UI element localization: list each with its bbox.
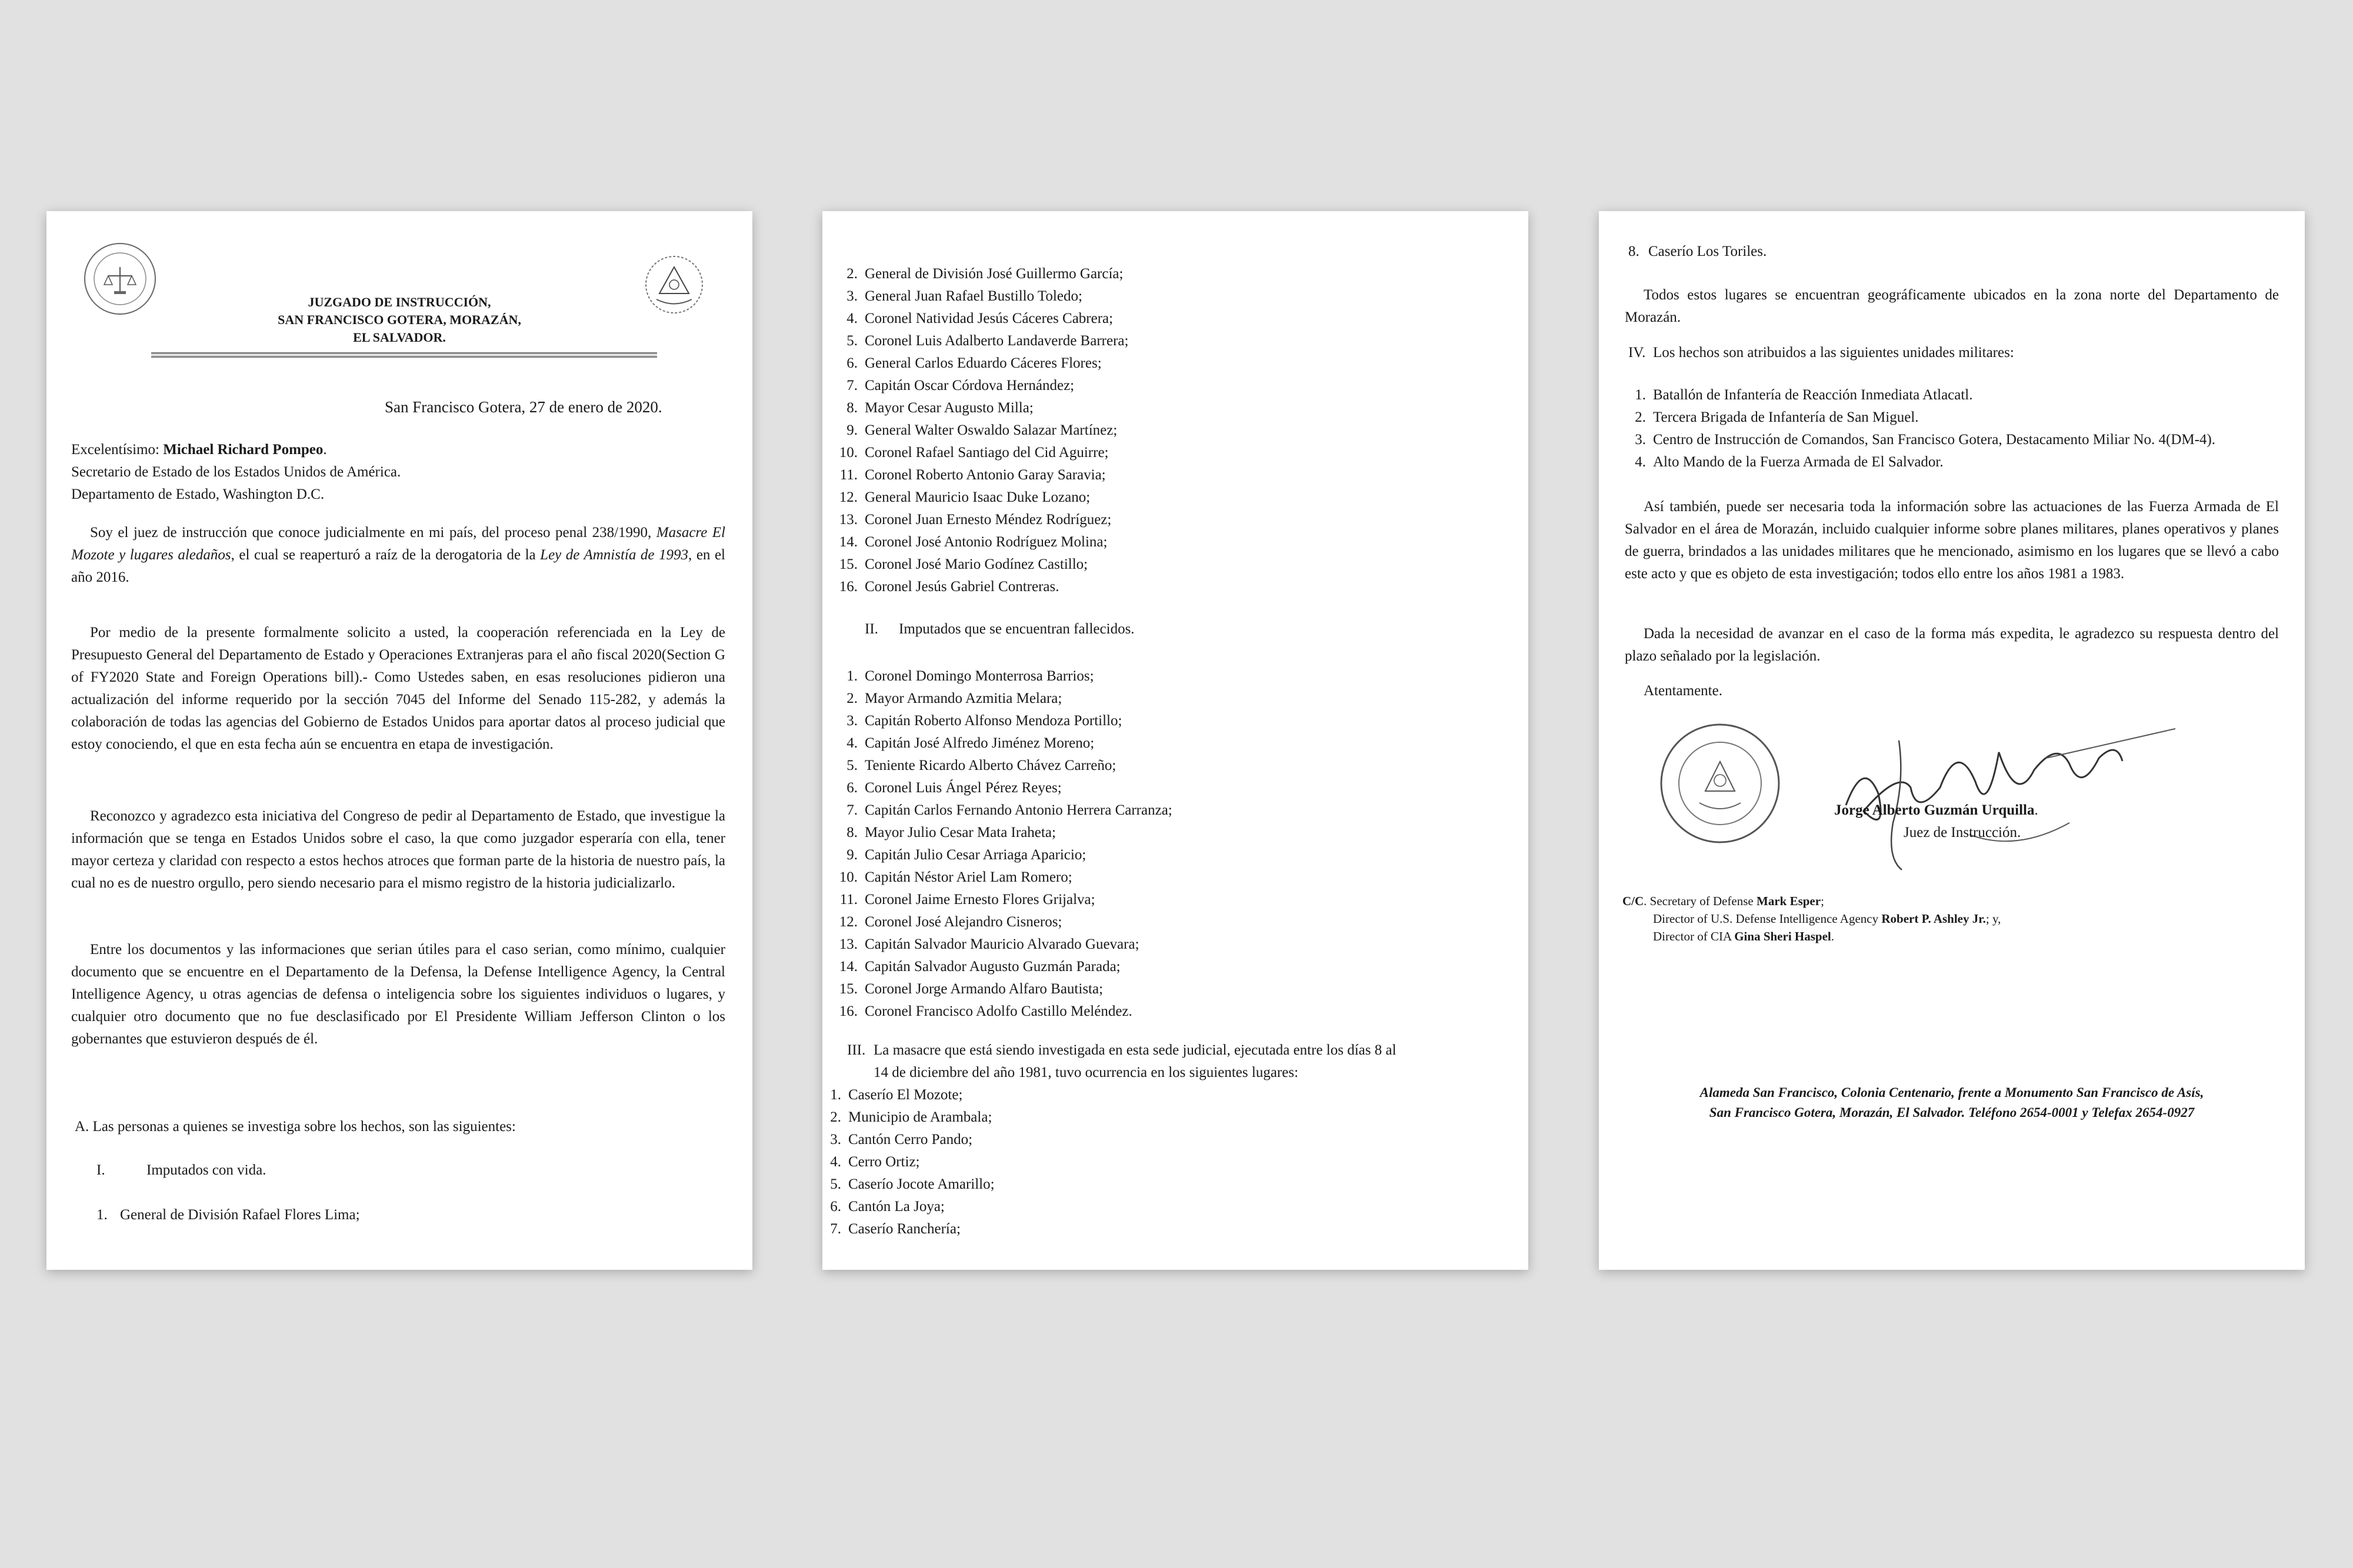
list-item (834, 755, 1172, 777)
list-item-text: Capitán José Alfredo Jiménez Moreno; (865, 735, 1095, 751)
list-item-text: Cantón La Joya; (848, 1199, 945, 1215)
list-item (834, 732, 1172, 755)
list-item-num: 8. (846, 825, 858, 840)
military-units-list (1622, 384, 2279, 473)
list-item-num: 13. (839, 512, 858, 528)
list-item-text: Coronel José Antonio Rodríguez Molina; (865, 534, 1108, 550)
list-item-num: 5. (846, 333, 858, 349)
list-item-num: 2. (830, 1109, 841, 1125)
list-item (834, 330, 1128, 352)
list-item-num: 1. (96, 1207, 108, 1223)
list-item-text: Mayor Armando Azmitia Melara; (865, 690, 1062, 706)
list-item-text: Caserío El Mozote; (848, 1087, 963, 1103)
list-item-text: Mayor Julio Cesar Mata Iraheta; (865, 825, 1056, 840)
list-item-num: 11. (839, 892, 858, 908)
list-item-num: 2. (846, 266, 858, 282)
list-item-num: 9. (846, 422, 858, 438)
list-item (834, 263, 1128, 285)
footer-address (1611, 1083, 2293, 1123)
list-item-text: General Mauricio Isaac Duke Lozano; (865, 489, 1091, 505)
list-item (834, 978, 1172, 1000)
list-item-num: 12. (839, 489, 858, 505)
paragraph-acknowledge: Reconozco y agradezco esta iniciativa del Congreso de pedir al Departamento de Estado, que investigue la información que se tenga en Estados Unidos sobre el caso, la que como juzgador esperaría con ella, tener mayor certeza y claridad con respecto a estos hechos atroces que forman parte de la historia de nuestro país, la cual no es de nuestro orgullo, pero siendo necesario para el mismo registro de la historia judicializarlo. (71, 808, 725, 891)
footer-line2: San Francisco Gotera, Morazán, El Salvador. Teléfono 2654-0001 y Telefax 2654-0927 (1709, 1105, 2195, 1120)
list-item (822, 1084, 995, 1106)
addressee-block (71, 439, 730, 506)
subsection-i-num: I. (96, 1162, 105, 1178)
list-item (1622, 384, 2279, 406)
letter-page-2 (822, 211, 1528, 1270)
list-item (834, 509, 1128, 531)
list-item-text: Coronel Luis Adalberto Landaverde Barrera; (865, 333, 1129, 349)
court-name-line3: EL SALVADOR. (353, 330, 446, 345)
place-date: San Francisco Gotera, 27 de enero de 2020. (385, 398, 662, 416)
list-item-num: 3. (846, 713, 858, 729)
list-item-num: 4. (846, 735, 858, 751)
court-name-line2: SAN FRANCISCO GOTERA, MORAZÁN, (278, 312, 521, 327)
list-item (834, 576, 1128, 598)
list-item-num: 6. (846, 780, 858, 796)
list-item-text: Capitán Néstor Ariel Lam Romero; (865, 869, 1072, 885)
list-item (834, 889, 1172, 911)
list-item (834, 375, 1128, 397)
court-header (211, 293, 588, 346)
list-item-num: 11. (839, 467, 858, 483)
list-item-text: General de División José Guillermo García; (865, 266, 1124, 282)
list-item-text: Batallón de Infantería de Reacción Inmediata Atlacatl. (1653, 387, 1973, 403)
list-item-text: Coronel Luis Ángel Pérez Reyes; (865, 780, 1062, 796)
subsection-ii (865, 618, 1135, 640)
subsection-iv (1628, 342, 2014, 364)
letter-page-1 (46, 211, 752, 1270)
list-item (834, 665, 1172, 688)
list-item-text: Coronel Natividad Jesús Cáceres Cabrera; (865, 311, 1114, 326)
list-item-num: 5. (830, 1176, 841, 1192)
cc-line3-c: . (1831, 929, 1834, 943)
list-item-text: General Walter Oswaldo Salazar Martínez; (865, 422, 1118, 438)
deceased-defendants-list (834, 665, 1172, 1023)
list-item (822, 1196, 995, 1218)
list-item (96, 1204, 360, 1226)
subsection-iv-num: IV. (1628, 345, 1646, 361)
list-item-num: 10. (839, 869, 858, 885)
list-item-num: 16. (839, 1003, 858, 1019)
list-item-num: 7. (846, 378, 858, 393)
addressee-suffix: . (323, 442, 327, 458)
list-item-num: 15. (839, 556, 858, 572)
list-item-num: 8. (846, 400, 858, 416)
list-item-num: 6. (830, 1199, 841, 1215)
section-a-heading: A. Las personas a quienes se investiga sobre los hechos, son las siguientes: (75, 1119, 516, 1135)
list-item (1622, 406, 2279, 429)
list-item (822, 1151, 995, 1173)
list-item-text: Capitán Salvador Augusto Guzmán Parada; (865, 959, 1121, 975)
paragraph-geography: Todos estos lugares se encuentran geográficamente ubicados en la zona norte del Departamento de Morazán. (1625, 287, 2279, 325)
p1-e: , en el año 2016. (71, 547, 726, 585)
paragraph-request: Por medio de la presente formalmente solicito a usted, la cooperación referenciada en la Ley de Presupuesto General del Departamento de Estado y Operaciones Extranjeras para el año fiscal 2020(Section G of FY2020 State and Foreign Operations bill).- Como Ustedes saben, en esas resoluciones pidieron una actualización del informe requerido por la sección 7045 del Informe del Senado 115-282, y además la colaboración de todas las agencias del Gobierno de Estados Unidos para aportar datos al proceso judicial que estoy conociendo, el que en esta fecha aún se encuentra en etapa de investigación. (71, 625, 725, 752)
closing: Atentamente. (1644, 683, 1722, 699)
cc-line1-a: . Secretary of Defense (1644, 894, 1757, 908)
addressee-title: Secretario de Estado de los Estados Unidos de América. (71, 464, 401, 480)
list-item-num: 14. (839, 959, 858, 975)
list-item-num: 16. (839, 579, 858, 595)
list-item-num: 7. (830, 1221, 841, 1237)
list-item-text: General de División Rafael Flores Lima; (120, 1207, 360, 1223)
signer-name: Jorge Alberto Guzmán Urquilla (1834, 802, 2035, 818)
list-item-text: General Carlos Eduardo Cáceres Flores; (865, 355, 1102, 371)
list-item-text: Teniente Ricardo Alberto Chávez Carreño; (865, 758, 1116, 773)
cc-line2-c: ; y, (1985, 912, 2001, 926)
list-item-num: 2. (1635, 409, 1646, 425)
list-item-num: 4. (846, 311, 858, 326)
list-item-num: 2. (846, 690, 858, 706)
subsection-iii-line1: La masacre que está siendo investigada en esta sede judicial, ejecutada entre los días 8 al (874, 1042, 1397, 1058)
list-item-text: Coronel Francisco Adolfo Castillo Meléndez. (865, 1003, 1132, 1019)
cc-line3-name: Gina Sheri Haspel (1734, 929, 1831, 943)
list-item-num: 3. (1635, 432, 1646, 448)
list-item (834, 777, 1172, 799)
list-item-text: Municipio de Arambala; (848, 1109, 992, 1125)
list-item-num: 1. (1635, 387, 1646, 403)
cc-line1-name: Mark Esper (1757, 894, 1821, 908)
list-item (822, 1106, 995, 1129)
paragraph-intro (71, 522, 725, 589)
list-item (834, 442, 1128, 464)
list-item (834, 911, 1172, 933)
p1-law-name: Ley de Amnistía de 1993 (540, 547, 689, 563)
letter-page-3 (1599, 211, 2305, 1270)
list-item-text: Capitán Carlos Fernando Antonio Herrera Carranza; (865, 802, 1172, 818)
cc-block (1622, 892, 2281, 945)
list-item (834, 531, 1128, 553)
cc-label: C/C (1622, 894, 1644, 908)
list-item-num: 3. (846, 288, 858, 304)
list-item (834, 464, 1128, 486)
list-item-text: Coronel José Mario Godínez Castillo; (865, 556, 1088, 572)
list-item-text: Cerro Ortiz; (848, 1154, 920, 1170)
subsection-iii-line2: 14 de diciembre del año 1981, tuvo ocurrencia en los siguientes lugares: (874, 1065, 1299, 1080)
court-seal-icon (82, 241, 158, 317)
cc-line1-c: ; (1821, 894, 1824, 908)
list-item (834, 419, 1128, 442)
p1-c: , el cual se reaperturó a raíz de la derogatoria de la (231, 547, 541, 563)
list-item-num: 1. (846, 668, 858, 684)
list-item (1622, 429, 2279, 451)
list-item-text: Capitán Salvador Mauricio Alvarado Guevara; (865, 936, 1139, 952)
list-item (834, 710, 1172, 732)
p1-case-name: Masacre El Mozote y lugares aledaños (71, 525, 726, 563)
signature-block (1834, 799, 2038, 844)
subsection-ii-text: Imputados que se encuentran fallecidos. (899, 621, 1135, 637)
list-item-num: 5. (846, 758, 858, 773)
subsection-iii-num: III. (847, 1042, 866, 1058)
list-item-text: Coronel Jaime Ernesto Flores Grijalva; (865, 892, 1095, 908)
list-item (822, 1218, 995, 1240)
list-item (834, 866, 1172, 889)
paragraph-documents: Entre los documentos y las informaciones que serian útiles para el caso serian, como mínimo, cualquier documento que se encuentre en el Departamento de la Defensa, la Defense Intelligence Agency, la Central Intelligence Agency, u otras agencias de defensa o inteligencia sobre los siguientes individuos o lugares, y cualquier otro documento que no fue desclasificado por El Presidente William Jefferson Clinton o los gobernantes que estuvieron después de él. (71, 942, 725, 1047)
list-item (834, 553, 1128, 576)
list-item (834, 844, 1172, 866)
list-item-num: 4. (830, 1154, 841, 1170)
place-item-8 (1628, 241, 1767, 263)
footer-line1: Alameda San Francisco, Colonia Centenario, frente a Monumento San Francisco de Asís, (1699, 1085, 2204, 1100)
list-item (834, 688, 1172, 710)
list-item-text: Coronel Juan Ernesto Méndez Rodríguez; (865, 512, 1112, 528)
list-item-text: Coronel Jorge Armando Alfaro Bautista; (865, 981, 1104, 997)
place-item-8-text: Caserío Los Toriles. (1648, 243, 1767, 259)
list-item-text: Tercera Brigada de Infantería de San Miguel. (1653, 409, 1919, 425)
place-item-8-num: 8. (1628, 243, 1639, 259)
list-item-text: Capitán Julio Cesar Arriaga Aparicio; (865, 847, 1086, 863)
list-item (834, 822, 1172, 844)
subsection-iii (847, 1039, 1512, 1084)
list-item (834, 352, 1128, 375)
list-item-text: Alto Mando de la Fuerza Armada de El Salvador. (1653, 454, 1944, 470)
list-item-num: 1. (830, 1087, 841, 1103)
list-item-num: 13. (839, 936, 858, 952)
list-item (834, 486, 1128, 509)
places-list (822, 1084, 995, 1240)
subsection-i (96, 1159, 266, 1182)
list-item-text: Centro de Instrucción de Comandos, San Francisco Gotera, Destacamento Miliar No. 4(DM-4). (1653, 432, 2216, 448)
list-item-text: Coronel Roberto Antonio Garay Saravia; (865, 467, 1106, 483)
list-item (822, 1129, 995, 1151)
coat-of-arms-icon (642, 252, 706, 317)
list-item-num: 6. (846, 355, 858, 371)
official-stamp-icon (1655, 720, 1785, 847)
paragraph-information: Así también, puede ser necesaria toda la información sobre las actuaciones de las Fuerza Armada de El Salvador en el área de Morazán, incluido cualquier informe sobre planes militares, planes operativos y planes de guerra, brindados a las unidades militares que he mencionado, asimismo en los lugares que se llevó a cabo este acto y que es objeto de esta investigación; todos ello entre los años 1981 a 1983. (1625, 499, 2279, 582)
paragraph-request-response: Dada la necesidad de avanzar en el caso de la forma más expedita, le agradezco su respuesta dentro del plazo señalado por la legislación. (1625, 626, 2279, 664)
subsection-i-text: Imputados con vida. (146, 1162, 266, 1178)
cc-line2-name: Robert P. Ashley Jr. (1881, 912, 1986, 926)
list-item-num: 7. (846, 802, 858, 818)
addressee-prefix: Excelentísimo: (71, 442, 164, 458)
list-item (822, 1173, 995, 1196)
list-item-text: Capitán Roberto Alfonso Mendoza Portillo; (865, 713, 1122, 729)
signer-title: Juez de Instrucción. (1904, 825, 2021, 840)
list-item-num: 14. (839, 534, 858, 550)
list-item-num: 15. (839, 981, 858, 997)
court-name-line1: JUZGADO DE INSTRUCCIÓN, (308, 295, 491, 309)
signer-suffix: . (2034, 802, 2038, 818)
list-item-num: 9. (846, 847, 858, 863)
list-item-text: Coronel José Alejandro Cisneros; (865, 914, 1062, 930)
list-item-text: Capitán Oscar Córdova Hernández; (865, 378, 1075, 393)
list-item-text: Caserío Jocote Amarillo; (848, 1176, 995, 1192)
list-item-text: Cantón Cerro Pando; (848, 1132, 973, 1147)
addressee-department: Departamento de Estado, Washington D.C. (71, 486, 325, 502)
list-item (834, 308, 1128, 330)
list-item-num: 3. (830, 1132, 841, 1147)
list-item (834, 1000, 1172, 1023)
list-item-text: Caserío Ranchería; (848, 1221, 961, 1237)
subsection-iv-text: Los hechos son atribuidos a las siguientes unidades militares: (1653, 345, 2014, 361)
list-item-num: 12. (839, 914, 858, 930)
list-item-num: 10. (839, 445, 858, 461)
list-item-text: General Juan Rafael Bustillo Toledo; (865, 288, 1082, 304)
living-defendants-list (834, 263, 1128, 598)
list-item (834, 799, 1172, 822)
list-item (834, 397, 1128, 419)
list-item-text: Coronel Domingo Monterrosa Barrios; (865, 668, 1094, 684)
list-item (834, 285, 1128, 308)
cc-line2-a: Director of U.S. Defense Intelligence Agency (1653, 912, 1882, 926)
list-item (834, 956, 1172, 978)
list-item (834, 933, 1172, 956)
list-item-text: Coronel Rafael Santiago del Cid Aguirre; (865, 445, 1109, 461)
p1-a: Soy el juez de instrucción que conoce judicialmente en mi país, del proceso penal 238/1990, (90, 525, 656, 541)
list-item (1622, 451, 2279, 473)
header-divider (151, 352, 657, 358)
list-item-num: 4. (1635, 454, 1646, 470)
addressee-name: Michael Richard Pompeo (163, 442, 324, 458)
subsection-ii-num: II. (865, 621, 878, 637)
cc-line3-a: Director of CIA (1653, 929, 1735, 943)
list-item-text: Coronel Jesús Gabriel Contreras. (865, 579, 1059, 595)
list-item-text: Mayor Cesar Augusto Milla; (865, 400, 1034, 416)
